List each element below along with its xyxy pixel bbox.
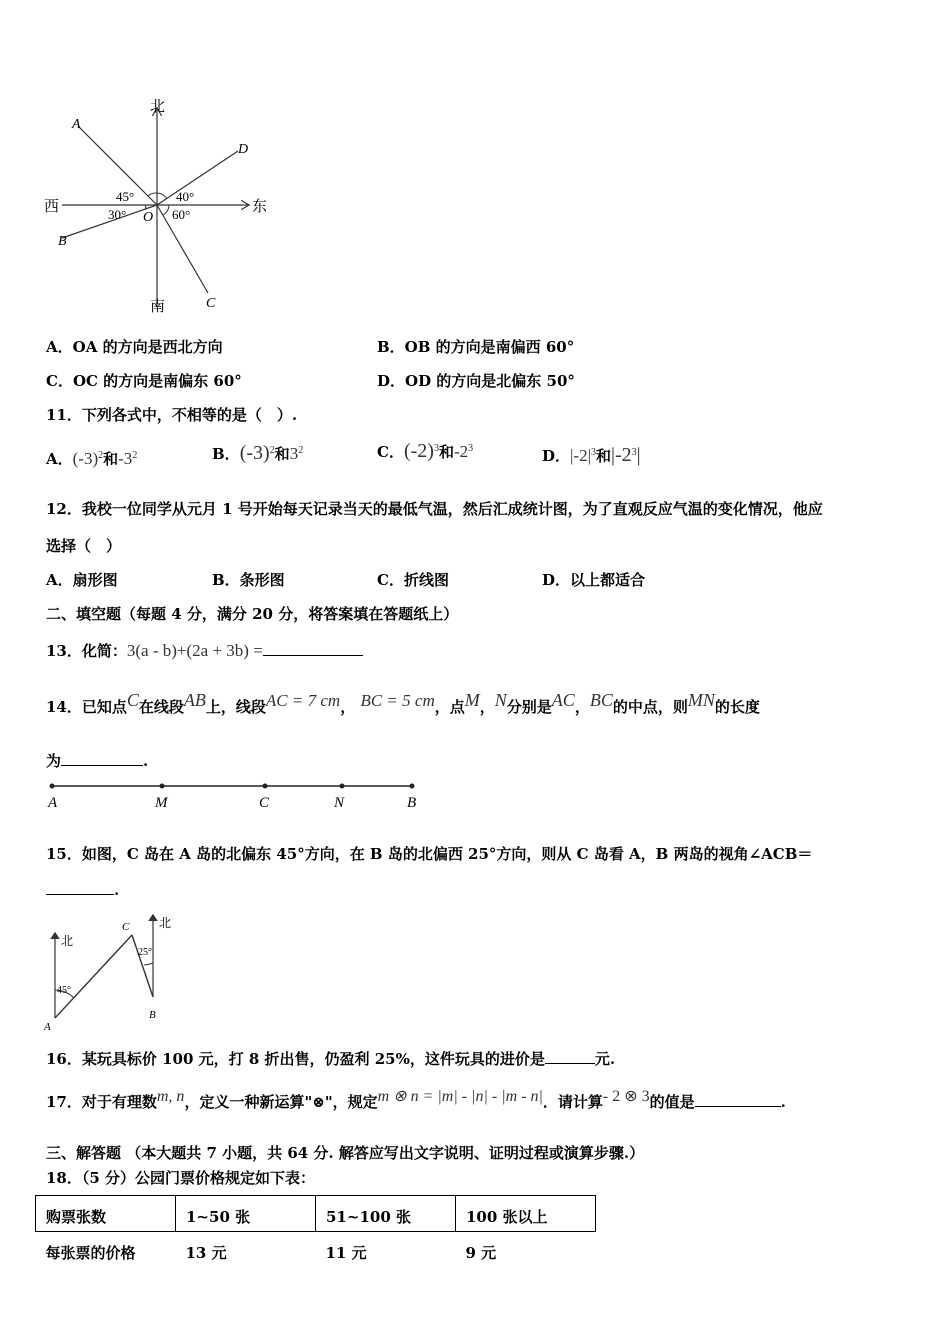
q18-stem: 18．（5 分）公园门票价格规定如下表： xyxy=(46,1169,316,1187)
q13-expression: 3(a - b)+(2a + 3b) = xyxy=(126,641,263,660)
section2-heading: 二、填空题（每题 4 分，满分 20 分，将答案填在答题纸上） xyxy=(46,605,459,623)
label-M: M xyxy=(155,795,168,811)
label-A: A xyxy=(44,1021,51,1033)
point-N xyxy=(340,784,345,789)
table-cell: 13 元 xyxy=(185,1244,227,1262)
angle-30-label: 30° xyxy=(108,207,127,222)
q11-option-C[interactable]: C．$(-2)^3$和$-2^3$ xyxy=(377,440,474,462)
section3-heading: 三、解答题 （本大题共 7 小题，共 64 分. 解答应写出文字说明、证明过程或演算步骤.） xyxy=(46,1144,645,1162)
segment-BC xyxy=(132,935,153,997)
q11-option-B[interactable]: B．$(-3)^2$和$3^2$ xyxy=(212,442,304,464)
east-label: 东 xyxy=(252,199,268,215)
point-B-label: B xyxy=(58,234,67,249)
q14-answer-blank[interactable] xyxy=(61,751,143,766)
angle-40-label: 40° xyxy=(176,189,195,204)
table-cell: 9 元 xyxy=(465,1244,497,1262)
compass-figure xyxy=(40,95,280,320)
q12-option-B[interactable]: B．条形图 xyxy=(212,571,285,589)
table-cell: 51~100 张 xyxy=(316,1196,456,1232)
q12-stem-line1: 12．我校一位同学从元月 1 号开始每天记录当天的最低气温，然后汇成统计图，为了直观反应气温的变化情况，他应 xyxy=(46,500,823,518)
q10-option-A[interactable]: A．OA 的方向是西北方向 xyxy=(46,338,223,356)
point-O-label: O xyxy=(143,210,154,225)
point-A-label: A xyxy=(72,117,81,132)
q16-answer-blank[interactable] xyxy=(545,1049,595,1064)
q10-option-B[interactable]: B．OB 的方向是南偏西 60° xyxy=(377,338,575,356)
table-cell: 购票张数 xyxy=(36,1196,176,1232)
q17-answer-blank[interactable] xyxy=(695,1092,781,1107)
q15-answer-blank[interactable] xyxy=(46,880,114,895)
q11-option-A[interactable]: A．$(-3)^2$和$-3^2$ xyxy=(46,449,138,468)
angle-45-label: 45° xyxy=(116,189,135,204)
q14-line2: 为 . xyxy=(46,752,149,770)
q10-option-C[interactable]: C．OC 的方向是南偏东 60° xyxy=(46,372,242,390)
q13-answer-blank[interactable] xyxy=(263,641,363,656)
q15-figure xyxy=(40,905,190,1033)
label-C: C xyxy=(259,795,270,811)
q12-stem-line2: 选择（ ） xyxy=(46,537,122,555)
q16: 16．某玩具标价 100 元，打 8 折出售，仍盈利 25%，这件玩具的进价是 元. xyxy=(46,1050,616,1068)
label-C: C xyxy=(122,921,130,933)
west-label: 西 xyxy=(44,199,60,215)
q15-line2: . xyxy=(46,880,119,899)
q11-option-D[interactable]: D．$|-2|^3$和$|-2^3|$ xyxy=(542,444,641,466)
table-cell: 100 张以上 xyxy=(456,1196,596,1232)
q12-option-A[interactable]: A．扇形图 xyxy=(46,571,118,589)
point-B xyxy=(410,784,415,789)
label-B: B xyxy=(407,795,417,811)
table-header-row xyxy=(36,1196,596,1232)
q12-option-D[interactable]: D．以上都适合 xyxy=(542,571,646,589)
point-C xyxy=(263,784,268,789)
q10-option-D[interactable]: D．OD 的方向是北偏东 50° xyxy=(377,372,575,390)
north-label-A: 北 xyxy=(61,934,74,948)
ticket-price-table xyxy=(35,1195,596,1272)
south-label: 南 xyxy=(150,299,166,315)
table-cell: 11 元 xyxy=(325,1244,367,1262)
north-label-B: 北 xyxy=(159,916,172,930)
point-M xyxy=(160,784,165,789)
table-row xyxy=(36,1232,596,1272)
table-cell: 每张票的价格 xyxy=(45,1244,136,1262)
point-D-label: D xyxy=(238,142,249,157)
point-C-label: C xyxy=(206,296,216,311)
q14-line1: 14．已知点$^C$在线段$^{AB}$上，线段$^{AC = 7 cm}$， $^{BC = 5 cm}$，点$^M$，$^N$分别是$^{AC}$，$^{BC}$的中点，则$^{MN}$的长度 xyxy=(46,690,760,716)
ray-OD xyxy=(157,151,238,205)
angle-25-label: 25° xyxy=(138,947,152,958)
q17: 17．对于有理数$^{m, n}$，定义一种新运算"⊗"，规定$^{m \otimes n = |m| - |n| - |m - n|}$．请计算$^{- 2 \otimes 3}$的值是 . xyxy=(46,1088,786,1111)
label-B: B xyxy=(149,1009,156,1021)
table-cell: 1~50 张 xyxy=(176,1196,316,1232)
q17-rule: m ⊗ n = |m| - |n| - |m - n| xyxy=(377,1088,543,1105)
q15-stem: 15．如图，C 岛在 A 岛的北偏东 45°方向，在 B 岛的北偏西 25°方向，则从 C 岛看 A，B 两岛的视角∠ACB＝ xyxy=(46,845,813,863)
angle-60-label: 60° xyxy=(172,207,191,222)
q13: 13．化简：3(a - b)+(2a + 3b) = xyxy=(46,640,363,661)
point-A xyxy=(50,784,55,789)
angle-45-label: 45° xyxy=(57,985,71,996)
q12-option-C[interactable]: C．折线图 xyxy=(377,571,449,589)
q11-stem: 11．下列各式中，不相等的是（ ）. xyxy=(46,406,298,424)
label-N: N xyxy=(334,795,345,811)
north-label: 北 xyxy=(150,99,166,115)
q14-segment-figure xyxy=(40,778,430,814)
label-A: A xyxy=(48,795,58,811)
